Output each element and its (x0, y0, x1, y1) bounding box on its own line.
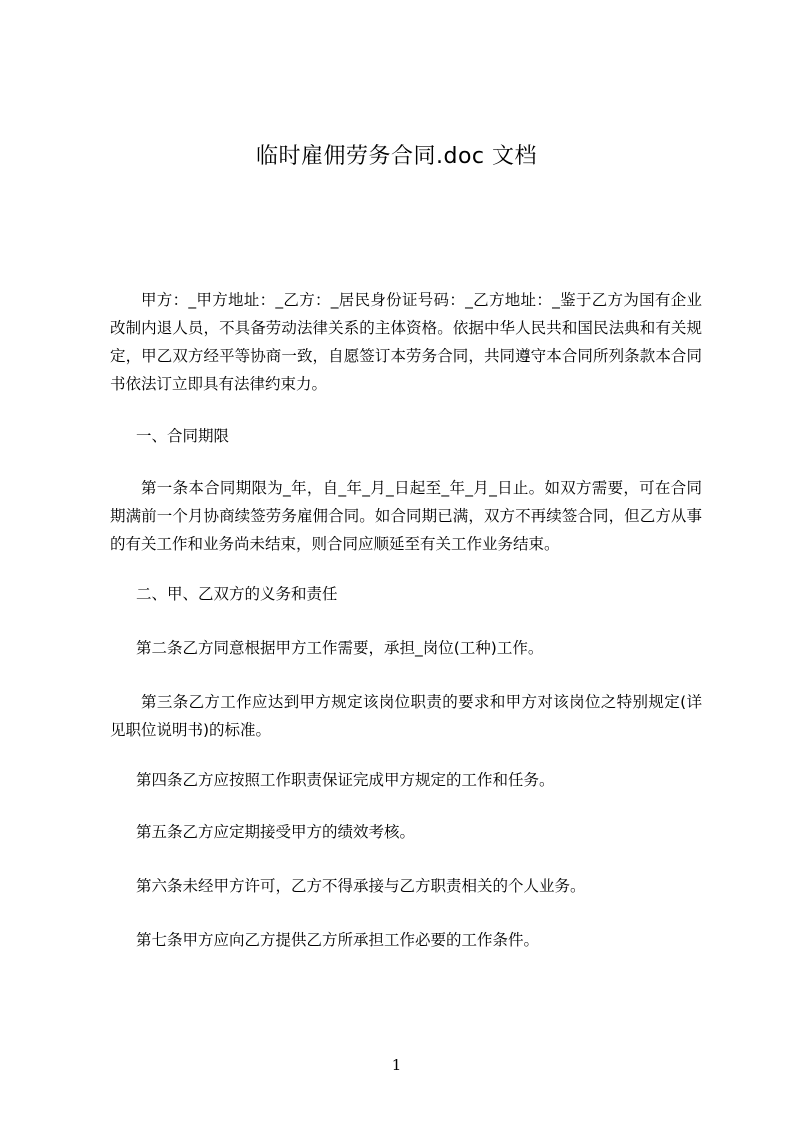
article-1-paragraph: 第一条本合同期限为_年，自_年_月_日起至_年_月_日止。如双方需要，可在合同期满前一个月协商续签劳务雇佣合同。如合同期已满，双方不再续签合同，但乙方从事的有关工作和业务尚未结束，则合同应顺延至有关工作业务结束。 (110, 479, 702, 553)
article-7-paragraph: 第七条甲方应向乙方提供乙方所承担工作必要的工作条件。 (136, 931, 540, 949)
intro-paragraph: 甲方：_甲方地址：_乙方：_居民身份证号码：_乙方地址：_鉴于乙方为国有企业改制内退人员，不具备劳动法律关系的主体资格。依据中华人民共和国民法典和有关规定，甲乙双方经平等协商一致，自愿签订本劳务合同，共同遵守本合同所列条款本合同书依法订立即具有法律约束力。 (110, 291, 702, 393)
page-number: 1 (391, 1056, 402, 1074)
article-5-paragraph: 第五条乙方应定期接受甲方的绩效考核。 (136, 823, 416, 841)
article-6-paragraph: 第六条未经甲方许可，乙方不得承接与乙方职责相关的个人业务。 (136, 877, 586, 895)
document-title: 临时雇佣劳务合同.doc 文档 (255, 144, 537, 169)
section-heading-obligations: 二、甲、乙双方的义务和责任 (136, 585, 338, 603)
article-2-paragraph: 第二条乙方同意根据甲方工作需要，承担_岗位(工种)工作。 (136, 639, 544, 657)
section-heading-term: 一、合同期限 (136, 427, 230, 445)
article-4-paragraph: 第四条乙方应按照工作职责保证完成甲方规定的工作和任务。 (136, 771, 555, 789)
article-3-paragraph: 第三条乙方工作应达到甲方规定该岗位职责的要求和甲方对该岗位之特别规定(详见职位说明书)的标准。 (110, 693, 702, 739)
